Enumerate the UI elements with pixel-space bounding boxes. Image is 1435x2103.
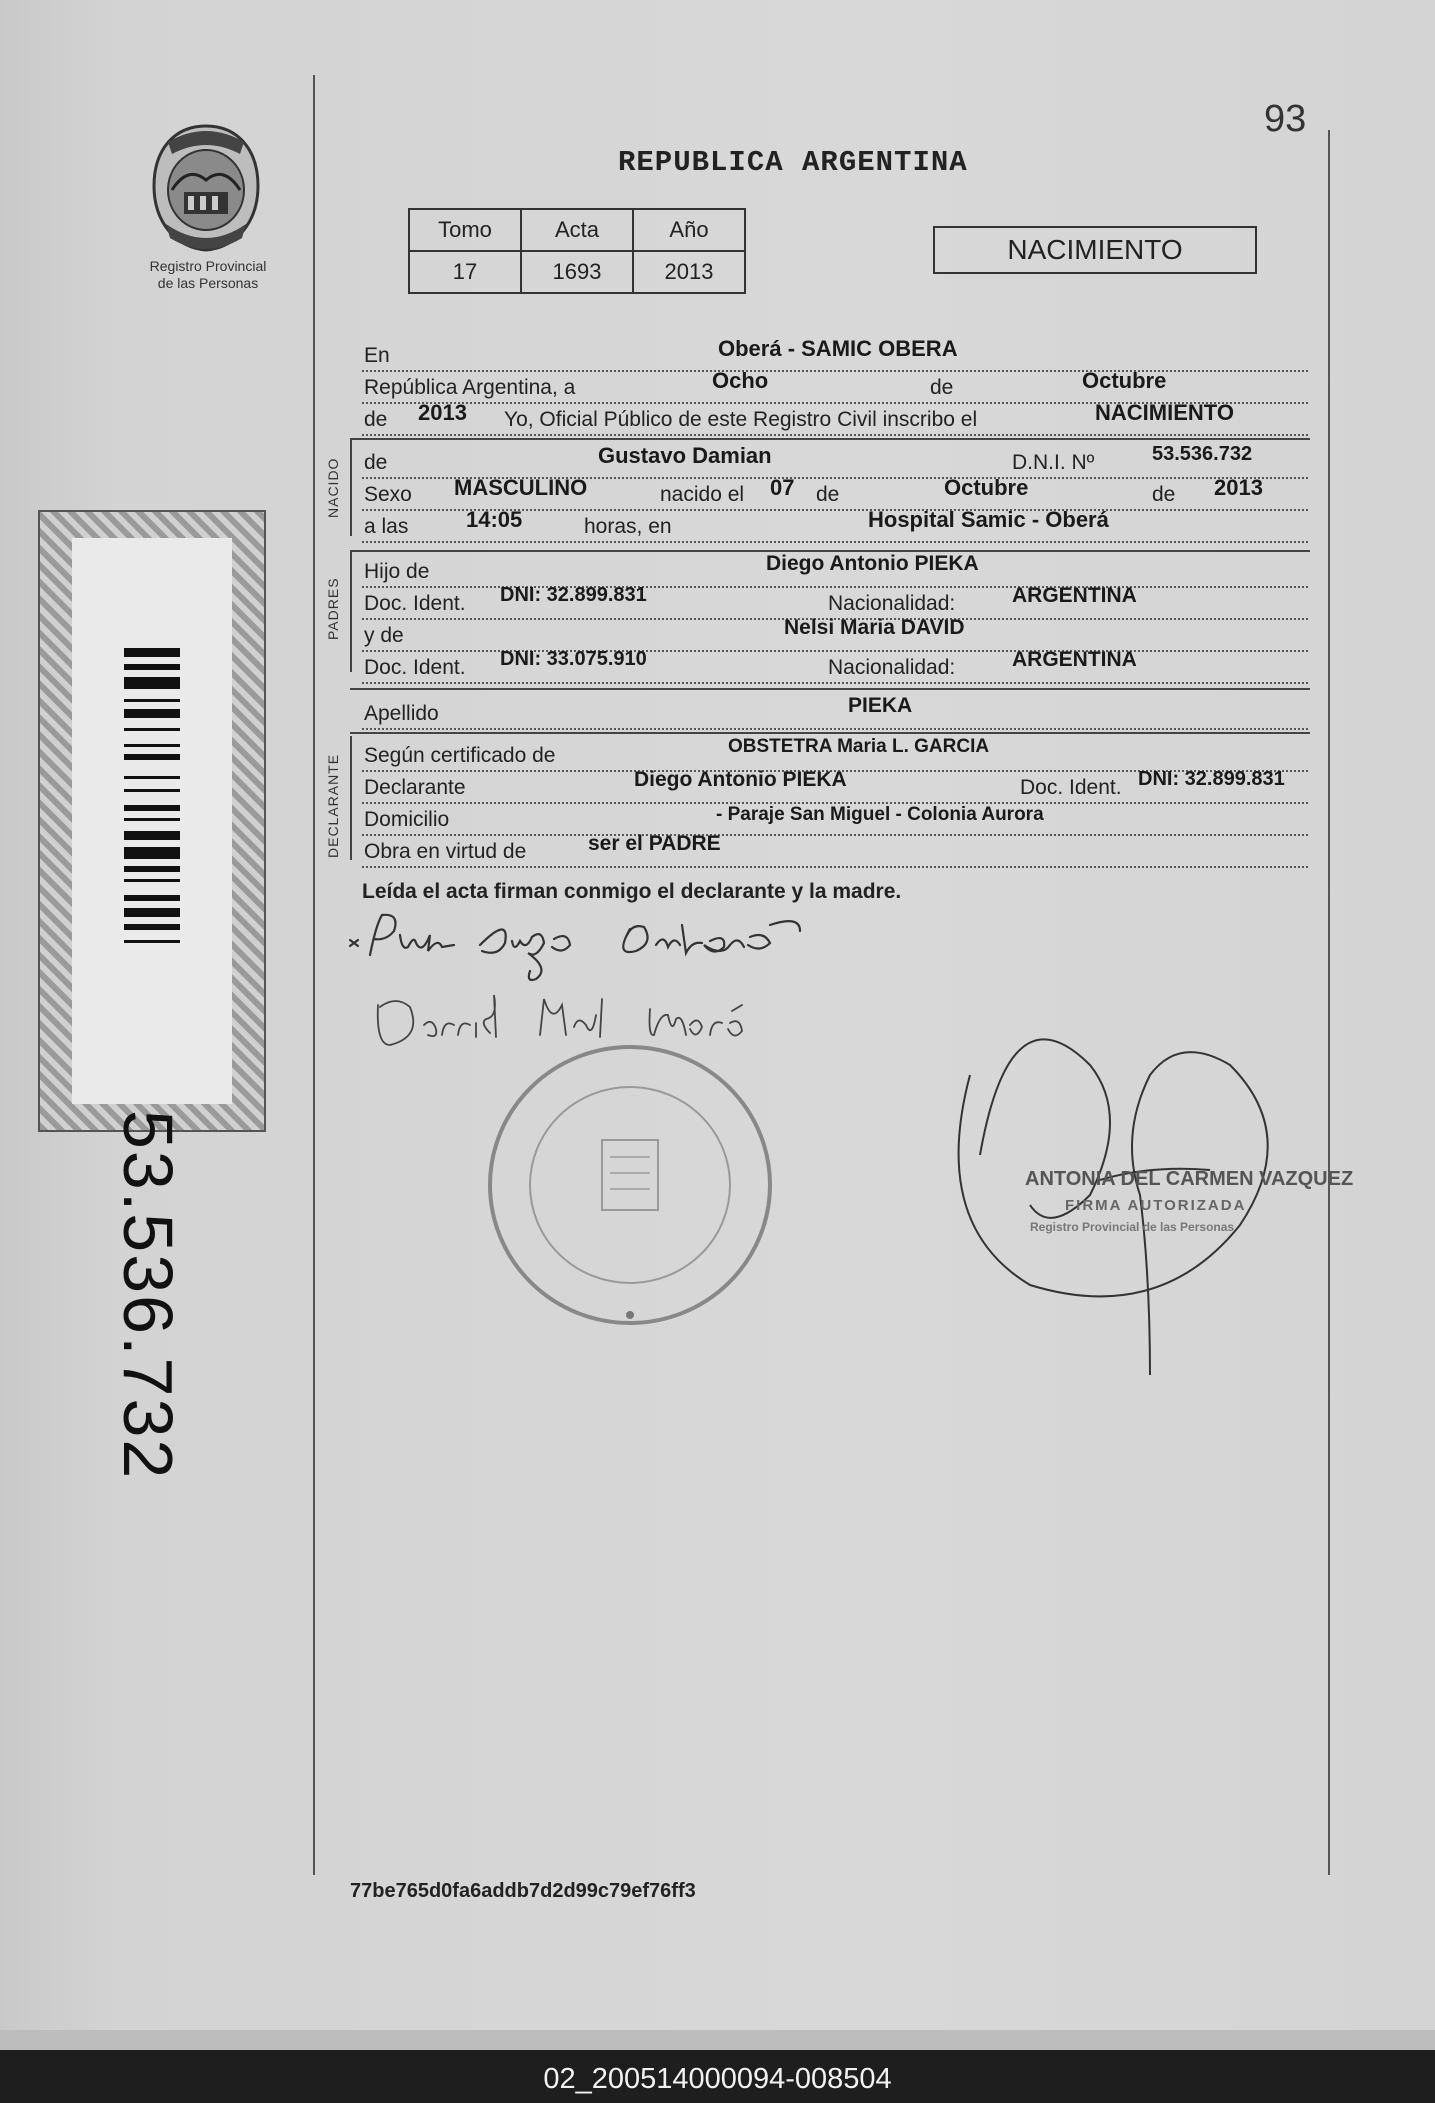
place-value: Oberá - SAMIC OBERA: [718, 336, 958, 361]
declarante-top-rule: [350, 732, 1310, 734]
born-de-label-2: de: [1152, 483, 1176, 506]
father-nationality-value: ARGENTINA: [1012, 584, 1137, 607]
officer-stamp-office: Registro Provincial de las Personas: [1030, 1220, 1235, 1234]
newborn-dni-value: 53.536.732: [1152, 443, 1253, 465]
nacido-top-rule: [350, 438, 1310, 440]
closing-statement: Leída el acta firman conmigo el declarante y la madre.: [362, 880, 902, 903]
record-table-header-ano: Año: [633, 209, 745, 251]
born-year-value: 2013: [1214, 475, 1263, 500]
sheet-edge: [0, 2030, 1435, 2050]
page-number: 93: [1264, 98, 1307, 140]
barcode-bar: [124, 895, 180, 901]
day-word: Ocho: [712, 368, 769, 393]
barcode-bar: [124, 831, 180, 840]
officer-stamp-title: FIRMA AUTORIZADA: [1065, 1197, 1247, 1214]
father-name-value: Diego Antonio PIEKA: [766, 552, 979, 575]
nacido-section-label: NACIDO: [325, 457, 341, 518]
year-value: 2013: [418, 400, 467, 425]
logo-caption: [118, 258, 298, 292]
date-row: [362, 370, 1308, 404]
newborn-dni-label: D.N.I. Nº: [1012, 451, 1095, 474]
left-margin-rule: [313, 75, 315, 1875]
barcode-bar: [124, 677, 180, 689]
record-table: [408, 208, 746, 294]
barcode-bar: [124, 709, 180, 718]
address-label: Domicilio: [364, 808, 450, 831]
certificate-row: [362, 738, 1308, 772]
barcode-bar: [124, 866, 180, 872]
declarante-section-label: DECLARANTE: [325, 753, 341, 858]
father-signature: [350, 915, 800, 980]
father-row: [362, 554, 1308, 588]
barcode-bar: [124, 648, 180, 657]
year-prefix-label: de: [364, 408, 388, 431]
declarant-row: [362, 770, 1308, 804]
sex-value: MASCULINO: [454, 475, 588, 500]
and-label: y de: [364, 624, 404, 647]
record-type-box: NACIMIENTO: [933, 226, 1257, 274]
sex-label: Sexo: [364, 483, 412, 506]
father-doc-value: DNI: 32.899.831: [500, 584, 647, 606]
child-of-label: Hijo de: [364, 560, 430, 583]
barcode-bar: [124, 664, 180, 670]
newborn-name-row: [362, 445, 1308, 479]
acting-label: Obra en virtud de: [364, 840, 527, 863]
record-table-header-tomo: Tomo: [409, 209, 521, 251]
address-row: [362, 802, 1308, 836]
padres-section-label: PADRES: [325, 577, 341, 640]
barcode-bar: [124, 908, 180, 917]
record-table-header-acta: Acta: [521, 209, 633, 251]
mother-doc-row: [362, 650, 1308, 684]
year-row: [362, 402, 1308, 436]
time-label: a las: [364, 515, 409, 538]
date-de-label: de: [930, 376, 954, 399]
month-value: Octubre: [1082, 368, 1167, 393]
born-de-label: de: [816, 483, 840, 506]
birth-place-value: Hospital Samic - Oberá: [868, 507, 1109, 532]
mother-row: [362, 618, 1308, 652]
republic-label: República Argentina, a: [364, 376, 576, 399]
hours-label: horas, en: [584, 515, 672, 538]
sex-row: [362, 477, 1308, 511]
record-table-value-tomo: 17: [409, 251, 521, 293]
born-day-value: 07: [770, 475, 795, 500]
place-label: En: [364, 344, 390, 367]
officer-text: Yo, Oficial Público de este Registro Civil inscribo el: [504, 408, 978, 431]
address-value: - Paraje San Miguel - Colonia Aurora: [716, 804, 1044, 825]
barcode-bar: [124, 699, 180, 702]
declarant-value: Diego Antonio PIEKA: [634, 768, 847, 791]
surname-row: [362, 696, 1308, 730]
logo-caption-line2: de las Personas: [157, 275, 259, 291]
time-value: 14:05: [466, 507, 523, 532]
barcode-bar: [124, 805, 180, 811]
barcode-bar: [124, 818, 180, 821]
barcode-bar: [124, 754, 180, 760]
declarant-doc-label: Doc. Ident.: [1020, 776, 1122, 799]
barcode-number: 53.536.732: [109, 1110, 187, 1481]
barcode-bar: [124, 879, 180, 882]
barcode-bar: [124, 776, 180, 779]
certificate-value: OBSTETRA Maria L. GARCIA: [728, 736, 990, 757]
acting-value: ser el PADRE: [588, 832, 721, 855]
mother-signature: [378, 995, 742, 1045]
barcode-bar: [124, 924, 180, 930]
signatures-and-stamps: [330, 895, 1330, 1415]
barcode-bar: [124, 847, 180, 859]
acting-row: [362, 834, 1308, 868]
officer-stamp-name: ANTONIA DEL CARMEN VAZQUEZ: [1025, 1168, 1354, 1190]
document-hash: 77be765d0fa6addb7d2d99c79ef76ff3: [350, 1880, 696, 1902]
father-doc-label: Doc. Ident.: [364, 592, 466, 615]
country-title: REPUBLICA ARGENTINA: [618, 146, 968, 179]
mother-nationality-label: Nacionalidad:: [828, 656, 956, 679]
provincia-de-misiones-seal-icon: [148, 120, 264, 255]
father-doc-row: [362, 586, 1308, 620]
surname-value: PIEKA: [848, 694, 913, 717]
mother-name-value: Nelsi Maria DAVID: [784, 616, 965, 639]
born-label: nacido el: [660, 483, 745, 506]
barcode-bar: [124, 789, 180, 792]
newborn-name-label: de: [364, 451, 388, 474]
barcode-inner: [72, 538, 232, 1104]
scan-footer-id: 02_200514000094-008504: [543, 2063, 892, 2095]
surname-top-rule: [350, 688, 1310, 690]
record-table-value-ano: 2013: [633, 251, 745, 293]
mother-nationality-value: ARGENTINA: [1012, 648, 1137, 671]
barcode-bar: [124, 728, 180, 731]
registry-round-seal: [490, 1047, 770, 1323]
mother-doc-label: Doc. Ident.: [364, 656, 466, 679]
newborn-name-value: Gustavo Damian: [598, 443, 772, 468]
declarante-bracket: [350, 736, 352, 860]
certificate-label: Según certificado de: [364, 744, 556, 767]
time-row: [362, 509, 1308, 543]
barcode-bar: [124, 744, 180, 747]
surname-label: Apellido: [364, 702, 439, 725]
barcode-bar: [124, 940, 180, 943]
father-nationality-label: Nacionalidad:: [828, 592, 956, 615]
mother-doc-value: DNI: 33.075.910: [500, 648, 647, 670]
barcode-panel: [38, 510, 266, 1481]
padres-bracket: [350, 552, 352, 672]
declarant-doc-value: DNI: 32.899.831: [1138, 768, 1285, 790]
born-month-value: Octubre: [944, 475, 1029, 500]
declarant-label: Declarante: [364, 776, 466, 799]
record-table-value-acta: 1693: [521, 251, 633, 293]
logo-caption-line1: Registro Provincial: [149, 258, 267, 274]
place-row: [362, 338, 1308, 372]
nacido-bracket: [350, 440, 352, 536]
record-kind-value: NACIMIENTO: [1095, 400, 1234, 425]
